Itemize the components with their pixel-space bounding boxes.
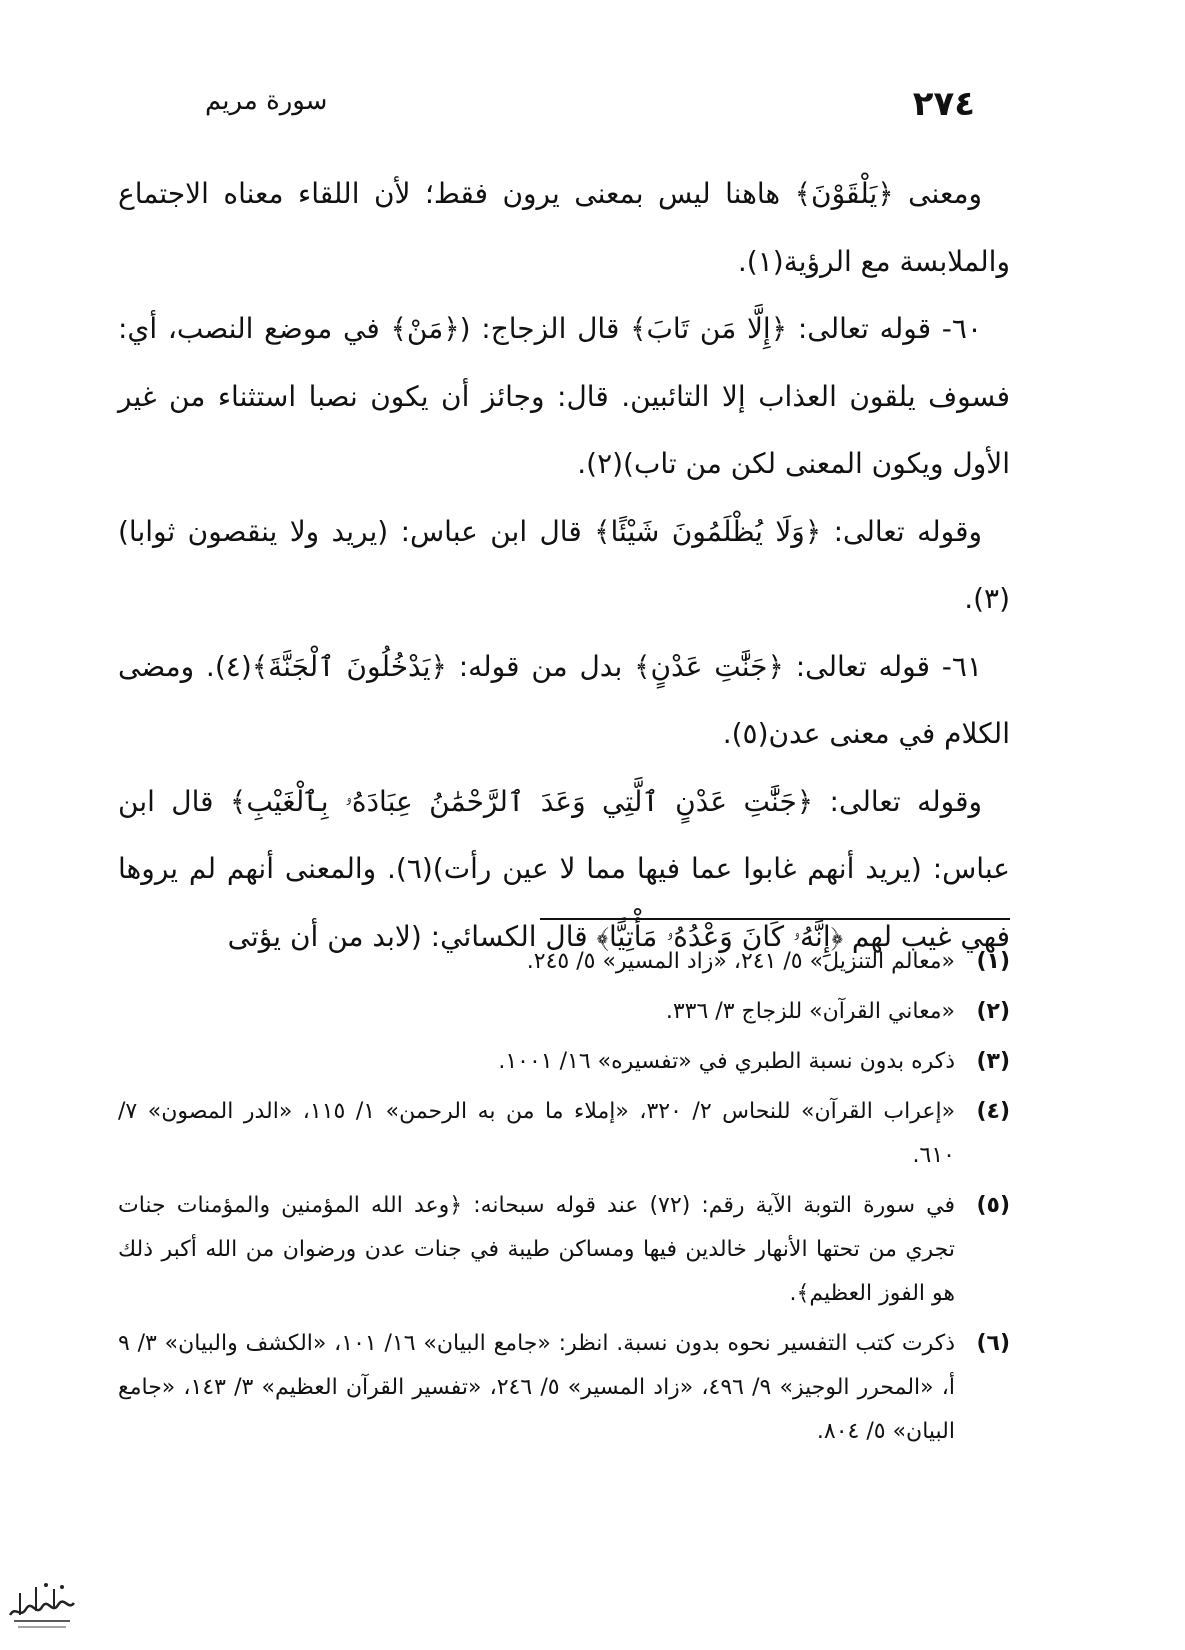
footnote-number: (١) <box>976 949 1010 974</box>
footnote <box>118 1322 1010 1454</box>
footnote-separator <box>540 918 1010 920</box>
footnote <box>118 1090 1010 1178</box>
footnote-text: «معالم التنزيل» ٥/ ٢٤١، «زاد المسير» ٥/ ٢٤٥. <box>526 949 955 974</box>
paragraph: وقوله تعالى: ﴿وَلَا يُظْلَمُونَ شَيْئًا﴾ قال ابن عباس: (يريد ولا ينقصون ثوابا)(٣). <box>118 514 1010 615</box>
footnote-number: (٤) <box>976 1099 1010 1124</box>
footnote-text: في سورة التوبة الآية رقم: (٧٢) عند قوله سبحانه: ﴿وعد الله المؤمنين والمؤمنات جنات تجري من تحتها الأنهار خالدين فيها ومساكن طيبة في جنات عدن ورضوان من الله أكبر ذلك هو الفوز العظيم﴾. <box>118 1193 955 1306</box>
footnote-text: «إعراب القرآن» للنحاس ٢/ ٣٢٠، «إملاء ما من به الرحمن» ١/ ١١٥، «الدر المصون» ٧/ ٦١٠. <box>118 1099 956 1168</box>
footnote-number: (٣) <box>976 1049 1010 1074</box>
footnote <box>118 1184 1010 1316</box>
paragraph: ومعنى ﴿يَلْقَوْنَ﴾ هاهنا ليس بمعنى يرون فقط؛ لأن اللقاء معناه الاجتماع والملابسة مع الرؤية(١). <box>118 177 1010 278</box>
paragraph: وقوله تعالى: ﴿جَنَّٰتِ عَدْنٍ ٱلَّتِي وَعَدَ ٱلرَّحْمَٰنُ عِبَادَهُۥ بِٱلْغَيْبِ﴾ قال ابن عباس: (يريد أنهم غابوا عما فيها مما لا عين رأت)(٦). والمعنى أنهم لم يروها فهي غيب لهم ﴿إِنَّهُۥ كَانَ وَعْدُهُۥ مَأْتِيًّا﴾ قال الكسائي: (لابد من أن يؤتى <box>118 784 1010 953</box>
footnote-text: ذكرت كتب التفسير نحوه بدون نسبة. انظر: «جامع البيان» ١٦/ ١٠١، «الكشف والبيان» ٣/ ٩ أ، «المحرر الوجيز» ٩/ ٤٩٦، «زاد المسير» ٥/ ٢٤٦، «تفسير القرآن العظيم» ٣/ ١٤٣، «جامع البيان» ٥/ ٨٠٤. <box>118 1331 955 1444</box>
footnote-text: ذكره بدون نسبة الطبري في «تفسيره» ١٦/ ١٠٠١. <box>498 1049 955 1074</box>
footnote-text: «معاني القرآن» للزجاج ٣/ ٣٣٦. <box>665 999 955 1024</box>
footnote <box>118 1040 1010 1084</box>
paragraph: ٦١- قوله تعالى: ﴿جَنَّٰتِ عَدْنٍ﴾ بدل من قوله: ﴿يَدْخُلُونَ ٱلْجَنَّةَ﴾(٤). ومضى الكلام في معنى عدن(٥). <box>118 649 1010 750</box>
page-number: ٢٧٤ <box>912 84 975 124</box>
paragraph: ٦٠- قوله تعالى: ﴿إِلَّا مَن تَابَ﴾ قال الزجاج: (﴿مَنْ﴾ في موضع النصب، أي: فسوف يلقون العذاب إلا التائبين. قال: وجائز أن يكون نصبا استثناء من غير الأول ويكون المعنى لكن من تاب)(٢). <box>118 312 1010 480</box>
footnote-number: (٥) <box>976 1193 1010 1218</box>
running-head: سورة مريم <box>205 86 328 116</box>
main-text <box>118 160 1010 970</box>
footnote <box>118 990 1010 1034</box>
footnote <box>118 940 1010 984</box>
footnotes <box>118 940 1010 1460</box>
footnote-number: (٦) <box>976 1331 1010 1356</box>
footnote-number: (٢) <box>976 999 1010 1024</box>
watermark-logo <box>6 1575 78 1633</box>
page-header <box>205 78 975 128</box>
